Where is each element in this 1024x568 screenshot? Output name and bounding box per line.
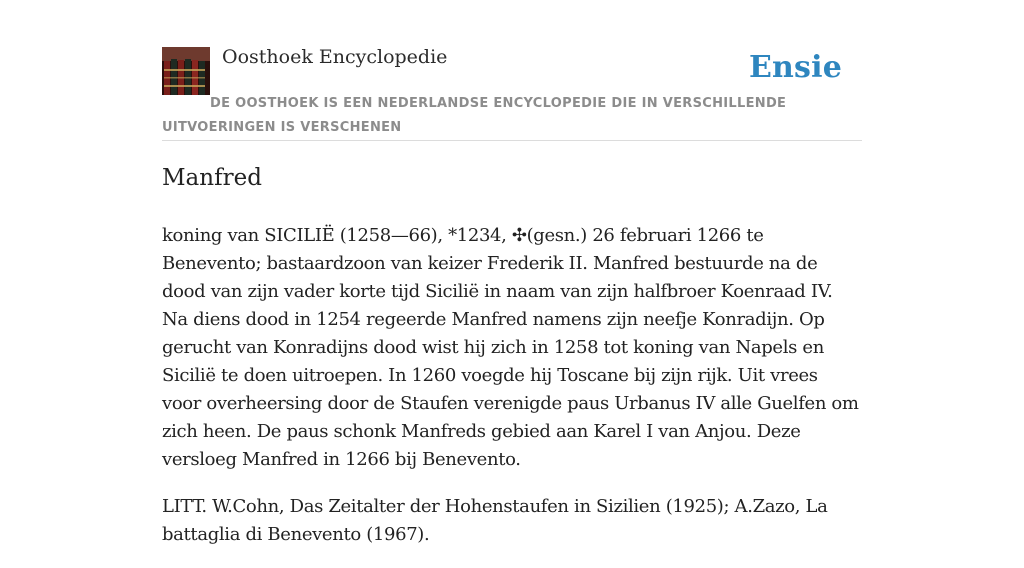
brand-logo[interactable]: Ensie (748, 50, 842, 85)
article-body-paragraph: koning van SICILIË (1258—66), *1234, ✣(gesn.) 26 februari 1266 te Benevento; bastaardzoon van keizer Frederik II. Manfred bestuurde na de dood van zijn vader korte tijd Sicilië in naam van zijn halfbroer Koenraad IV. Na diens dood in 1254 regeerde Manfred namens zijn neefje Konradijn. Op gerucht van Konradijns dood wist hij zich in 1258 tot koning van Napels en Sicilië te doen uitroepen. In 1260 voegde hij Toscane bij zijn rijk. Uit vrees voor overheersing door de Staufen verenigde paus Urbanus IV alle Guelfen om zich heen. De paus schonk Manfreds gebied aan Karel I van Anjou. Deze versloeg Manfred in 1266 bij Benevento. (162, 225, 859, 470)
source-avatar[interactable] (162, 47, 210, 95)
source-tagline: DE OOSTHOEK IS EEN NEDERLANDSE ENCYCLOPEDIE DIE IN VERSCHILLENDE UITVOERINGEN IS VERSCHENEN (162, 96, 787, 135)
article-title: Manfred (162, 165, 262, 191)
source-title-link[interactable]: Oosthoek Encyclopedie (222, 46, 448, 68)
book-spines-icon (162, 47, 210, 95)
source-header (162, 44, 862, 141)
article-literature-paragraph: LITT. W.Cohn, Das Zeitalter der Hohenstaufen in Sizilien (1925); A.Zazo, La battaglia di Benevento (1967). (162, 496, 828, 545)
article (162, 162, 862, 568)
